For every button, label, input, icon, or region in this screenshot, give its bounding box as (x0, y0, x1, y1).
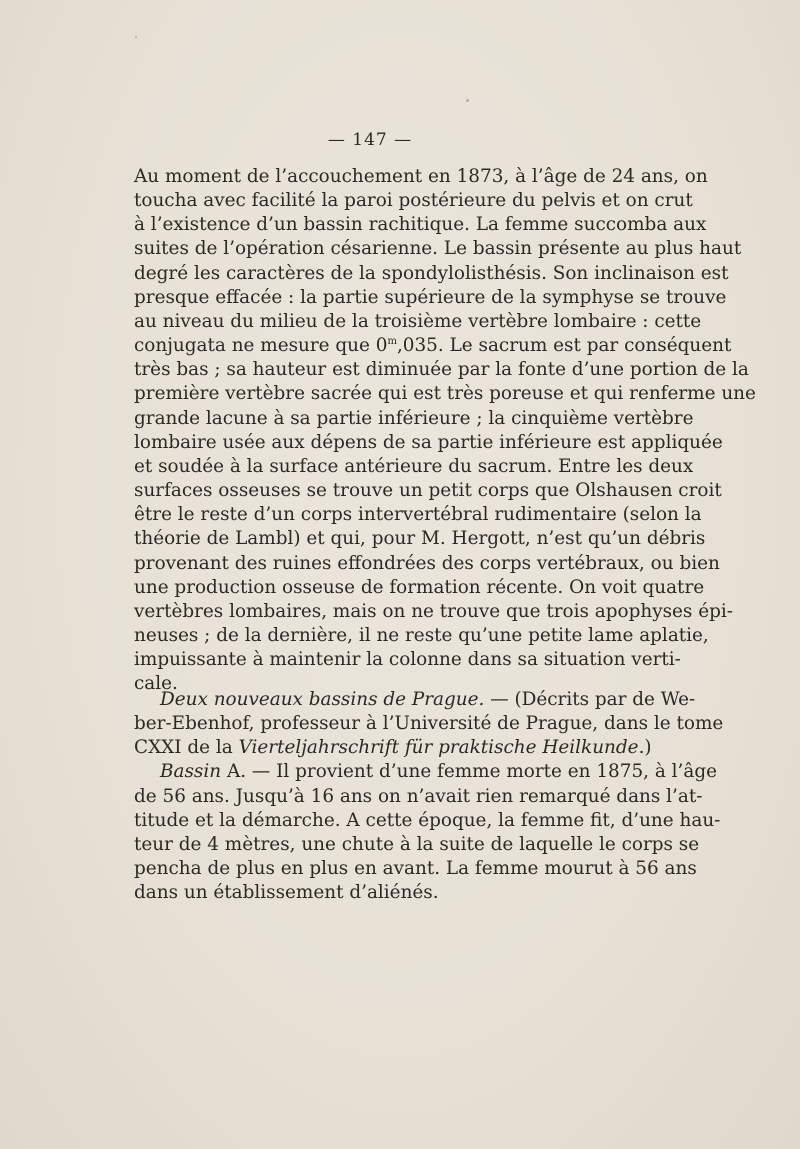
case-label: Bassin (160, 761, 222, 783)
text-line: au niveau du milieu de la troisième vertèbre lombaire : cette (134, 310, 702, 332)
text-fragment: conjugata ne mesure que 0 (134, 335, 388, 357)
text-line: presque effacée : la partie supérieure de la symphyse se trouve (134, 286, 727, 308)
text-line: ber-Ebenhof, professeur à l’Université de Prague, dans le tome (134, 713, 724, 735)
text-line: vertèbres lombaires, mais on ne trouve que trois apophyses épi- (134, 600, 733, 622)
section-title: Deux nouveaux bassins de Prague. (160, 689, 485, 710)
text-line: être le reste d’un corps intervertébral rudimentaire (selon la (134, 504, 702, 526)
text-line: toucha avec facilité la paroi postérieure du pelvis et on crut (134, 190, 693, 212)
text-line: une production osseuse de formation récente. On voit quatre (134, 576, 705, 598)
text-line: surfaces osseuses se trouve un petit corps que Olshausen croit (134, 480, 722, 502)
text-line: de 56 ans. Jusqu’à 16 ans on n’avait rien remarqué dans l’at- (134, 785, 703, 807)
text-line: et soudée à la surface antérieure du sacrum. Entre les deux (134, 455, 694, 477)
text-line: teur de 4 mètres, une chute à la suite de laquelle le corps se (134, 833, 700, 855)
text-line: suites de l’opération césarienne. Le bassin présente au plus haut (134, 238, 742, 260)
text-line: neuses ; de la dernière, il ne reste qu’une petite lame aplatie, (134, 624, 709, 646)
text-line: grande lacune à sa partie inférieure ; la cinquième vertèbre (134, 407, 694, 429)
text-line: dans un établissement d’aliénés. (134, 882, 439, 904)
text-fragment: A. — Il provient d’une femme morte en 1875, à l’âge (221, 761, 717, 783)
text-line: titude et la démarche. A cette époque, la femme fit, d’une hau- (134, 809, 721, 831)
text-fragment: ,035. Le sacrum est par conséquent (396, 335, 732, 357)
text-line (134, 760, 717, 784)
text-line: théorie de Lambl) et qui, pour M. Hergott, n’est qu’un débris (134, 528, 706, 550)
page-number: — 147 — (327, 130, 413, 150)
text-line: impuissante à maintenir la colonne dans sa situation verti- (134, 649, 681, 671)
text-line: lombaire usée aux dépens de sa partie inférieure est appliquée (134, 431, 723, 453)
section-heading-line (134, 688, 696, 712)
text-line (134, 736, 652, 760)
paper-speck (135, 36, 137, 38)
text-line: provenant des ruines effondrées des corps vertébraux, ou bien (134, 552, 720, 574)
text-line: pencha de plus en plus en avant. La femme mourut à 56 ans (134, 858, 697, 880)
text-line: très bas ; sa hauteur est diminuée par la fonte d’une portion de la (134, 359, 749, 381)
text-line (134, 334, 732, 358)
text-line: à l’existence d’un bassin rachitique. La femme succomba aux (134, 214, 707, 236)
text-line: Au moment de l’accouchement en 1873, à l’âge de 24 ans, on (134, 166, 708, 187)
text-line: degré les caractères de la spondylolisthésis. Son inclinaison est (134, 262, 729, 284)
text-fragment: .) (638, 737, 652, 759)
section-prague-pelves (134, 688, 724, 905)
paragraph-spondylolisthesis (134, 165, 756, 696)
text-line: première vertèbre sacrée qui est très poreuse et qui renferme une (134, 383, 756, 405)
text-fragment: CXXI de la (134, 737, 239, 759)
text-line: cale. (134, 673, 178, 695)
unit-superscript: m (387, 336, 397, 348)
paper-speck (466, 99, 469, 102)
journal-title: Vierteljahrschrift für praktische Heilkunde (238, 737, 639, 759)
text-fragment: — (Décrits par de We- (484, 689, 696, 710)
